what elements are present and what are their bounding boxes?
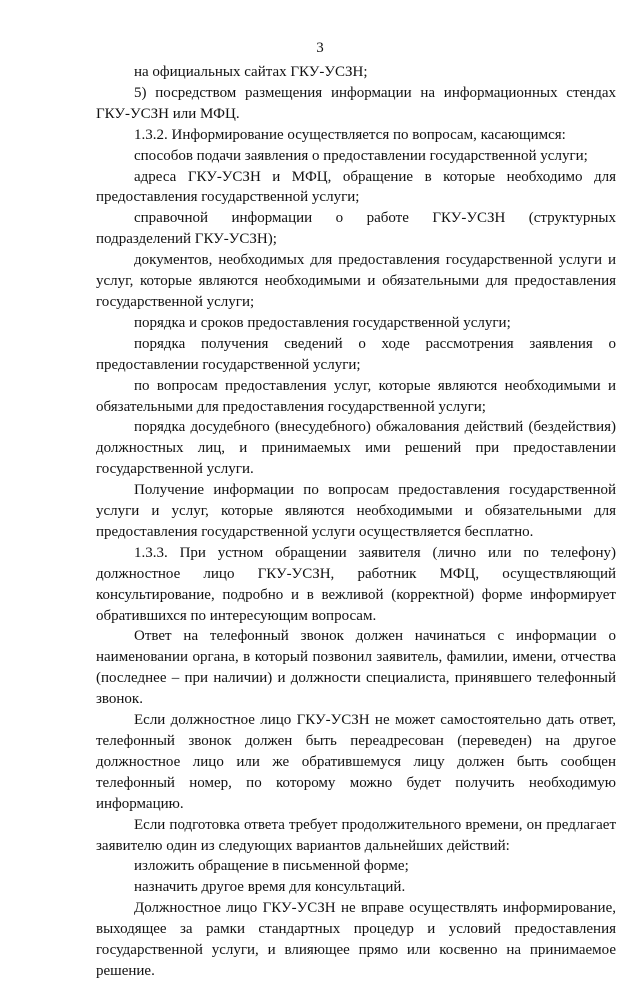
paragraph-3: 1.3.2. Информирование осуществляется по вопросам, касающимся: [134,126,566,143]
paragraph-12: Получение информации по вопросам предоставления государственной услуги и услуг, которые являются необходимыми и обязательными для предоставления государственной услуги осуществляется бесплатно. [96,482,616,540]
paragraph-19: Должностное лицо ГКУ-УСЗН не вправе осуществлять информирование, выходящее за рамки стандартных процедур и условий предоставления государственной услуги, и влияющее прямо или косвенно на принимаемое решение. [96,900,616,979]
paragraph-1: на официальных сайтах ГКУ-УСЗН; [134,64,368,80]
paragraph-16: Если подготовка ответа требует продолжительного времени, он предлагает заявителю один из следующих вариантов дальнейших действий: [96,816,616,854]
paragraph-2: 5) посредством размещения информации на информационных стендах ГКУ-УСЗН или МФЦ. [96,84,616,122]
paragraph-13: 1.3.3. При устном обращении заявителя (лично или по телефону) должностное лицо ГКУ-УСЗН, работник МФЦ, осуществляющий консультирование, подробно и в вежливой (корректной) форме информирует обратившихся по интересующим вопросам. [96,544,616,624]
paragraph-10: по вопросам предоставления услуг, которые являются необходимыми и обязательными для предоставления государственной услуги; [96,377,616,415]
paragraph-8: порядка и сроков предоставления государственной услуги; [134,314,511,331]
page-number: 3 [316,40,324,56]
paragraph-17: изложить обращение в письменной форме; [134,858,409,875]
paragraph-11: порядка досудебного (внесудебного) обжалования действий (бездействия) должностных лиц, и принимаемых ими решений при предоставлении государственной услуги. [96,419,616,478]
paragraph-4: способов подачи заявления о предоставлении государственной услуги; [134,147,588,164]
paragraph-18: назначить другое время для консультаций. [134,879,406,896]
paragraph-5: адреса ГКУ-УСЗН и МФЦ, обращение в которые необходимо для предоставления государственной услуги; [96,168,616,206]
paragraph-15: Если должностное лицо ГКУ-УСЗН не может самостоятельно дать ответ, телефонный звонок должен быть переадресован (переведен) на другое должностное лицо или же обратившемуся лицу должен быть сообщен телефонный номер, по которому можно будет получить необходимую информацию. [96,712,616,812]
paragraph-9: порядка получения сведений о ходе рассмотрения заявления о предоставлении государственной услуги; [96,335,616,373]
document-body [96,62,616,982]
paragraph-7: документов, необходимых для предоставления государственной услуги и услуг, которые являются необходимыми и обязательными для предоставления государственной услуги; [96,252,616,310]
paragraph-6: справочной информации о работе ГКУ-УСЗН (структурных подразделений ГКУ-УСЗН); [96,210,616,248]
paragraph-14: Ответ на телефонный звонок должен начинаться с информации о наименовании органа, в который позвонил заявитель, фамилии, имени, отчества (последнее – при наличии) и должности специалиста, принявшего телефонный звонок. [96,628,616,708]
